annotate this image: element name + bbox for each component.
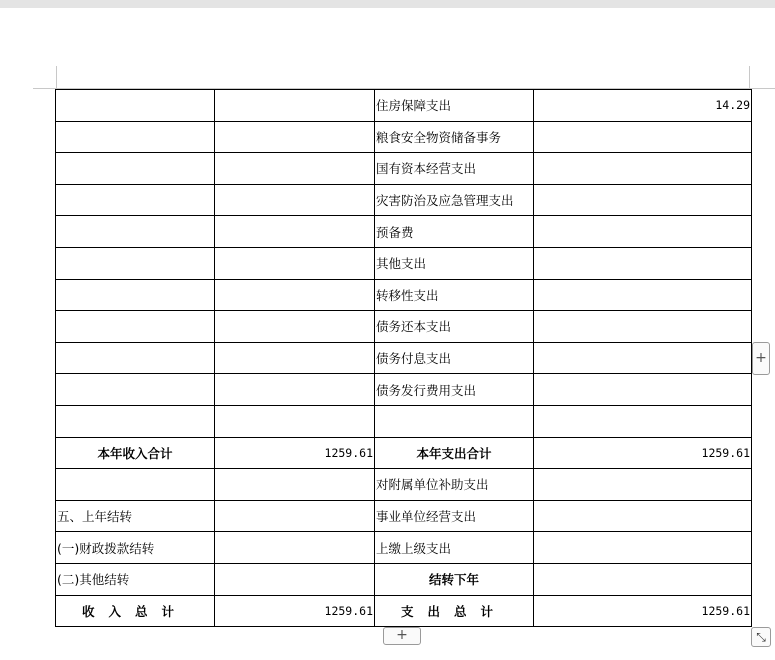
table-cell[interactable]: 转移性支出 [375,279,534,311]
income-total-label[interactable]: 收入总计 [56,595,215,627]
budget-table[interactable] [55,89,752,627]
table-row [56,247,752,279]
table-row-total [56,595,752,627]
table-cell[interactable] [534,153,752,185]
table-cell[interactable]: 14.29 [534,90,752,122]
table-cell[interactable]: 债务付息支出 [375,342,534,374]
table-row-subtotal [56,437,752,469]
table-cell[interactable]: (一)财政拨款结转 [56,532,215,564]
table-cell[interactable] [215,153,375,185]
table-cell[interactable] [215,311,375,343]
table-cell[interactable] [56,279,215,311]
table-cell[interactable] [56,121,215,153]
table-cell[interactable] [56,90,215,122]
table-cell[interactable]: 其他支出 [375,247,534,279]
table-row [56,90,752,122]
table-cell[interactable] [215,469,375,501]
table-cell[interactable] [215,374,375,406]
table-cell[interactable] [534,184,752,216]
table-cell[interactable]: 预备费 [375,216,534,248]
table-cell[interactable] [215,121,375,153]
page-margin-guide-right [749,66,750,89]
table-row [56,279,752,311]
table-row [56,216,752,248]
table-cell[interactable]: 事业单位经营支出 [375,500,534,532]
table-row [56,563,752,595]
table-row [56,342,752,374]
table-cell[interactable]: 债务发行费用支出 [375,374,534,406]
table-row [56,500,752,532]
income-subtotal-value[interactable]: 1259.61 [215,437,375,469]
table-cell[interactable] [534,563,752,595]
table-cell[interactable] [215,184,375,216]
income-subtotal-label[interactable]: 本年收入合计 [56,437,215,469]
table-cell[interactable] [56,374,215,406]
table-cell[interactable] [534,342,752,374]
window-top-bar [0,0,775,8]
table-cell[interactable]: 灾害防治及应急管理支出 [375,184,534,216]
table-cell[interactable] [56,216,215,248]
table-row [56,184,752,216]
table-row [56,532,752,564]
table-cell[interactable] [215,279,375,311]
page-margin-guide-left [56,66,57,89]
table-cell[interactable] [534,532,752,564]
table-cell[interactable] [56,153,215,185]
table-cell[interactable] [375,405,534,437]
table-cell[interactable] [534,405,752,437]
table-cell[interactable] [215,247,375,279]
income-total-value[interactable]: 1259.61 [215,595,375,627]
table-row [56,469,752,501]
table-cell[interactable] [56,311,215,343]
carry-forward-label[interactable]: 结转下年 [375,563,534,595]
table-cell[interactable] [534,121,752,153]
table-cell[interactable] [215,563,375,595]
table-cell[interactable] [534,500,752,532]
expense-subtotal-label[interactable]: 本年支出合计 [375,437,534,469]
table-cell[interactable] [215,342,375,374]
table-cell[interactable]: 上缴上级支出 [375,532,534,564]
table-row [56,374,752,406]
resize-icon[interactable]: ⤡ [751,627,771,647]
table-cell[interactable] [534,216,752,248]
table-cell[interactable] [534,374,752,406]
table-cell[interactable] [215,500,375,532]
table-cell[interactable]: (二)其他结转 [56,563,215,595]
table-cell[interactable] [215,532,375,564]
expense-total-label[interactable]: 支出总计 [375,595,534,627]
table-cell[interactable]: 住房保障支出 [375,90,534,122]
expense-total-value[interactable]: 1259.61 [534,595,752,627]
table-cell[interactable] [534,247,752,279]
table-cell[interactable] [56,247,215,279]
table-cell[interactable] [56,469,215,501]
table-cell[interactable] [534,469,752,501]
table-cell[interactable] [56,405,215,437]
table-row [56,311,752,343]
table-cell[interactable] [56,184,215,216]
table-cell[interactable] [215,405,375,437]
expense-subtotal-value[interactable]: 1259.61 [534,437,752,469]
table-row [56,153,752,185]
table-cell[interactable] [56,342,215,374]
table-cell[interactable]: 五、上年结转 [56,500,215,532]
add-column-button[interactable]: + [752,342,770,375]
table-cell[interactable] [215,90,375,122]
table-cell[interactable]: 债务还本支出 [375,311,534,343]
table-cell[interactable] [534,279,752,311]
table-cell[interactable]: 对附属单位补助支出 [375,469,534,501]
table-cell[interactable]: 粮食安全物资储备事务 [375,121,534,153]
table-cell[interactable] [534,311,752,343]
table-cell[interactable]: 国有资本经营支出 [375,153,534,185]
table-row [56,121,752,153]
table-row [56,405,752,437]
table-cell[interactable] [215,216,375,248]
add-row-button[interactable]: + [383,627,421,645]
